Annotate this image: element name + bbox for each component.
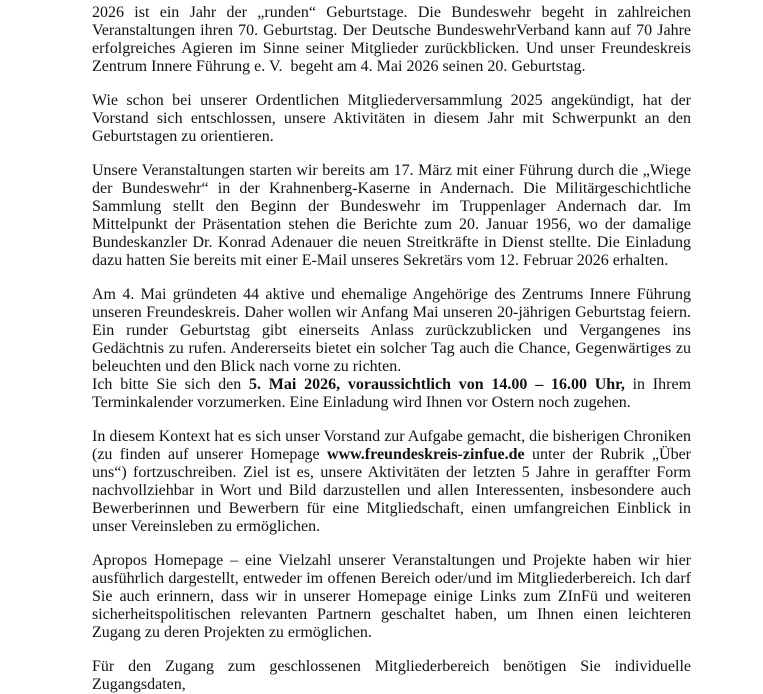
paragraph	[92, 428, 691, 536]
text-run: Am 4. Mai gründeten 44 aktive und ehemalige Angehörige des Zentrums Innere Führung unseren Freundeskreis. Daher wollen wir Anfang Mai unseren 20-jährigen Geburtstag feiern. Ein runder Geburtstag gibt einerseits Anlass zurückzublicken und Vergangenes ins Gedächtnis zu rufen. Andererseits bietet ein solcher Tag auch die Chance, Gegenwärtiges zu beleuchten und den Blick nach vorne zu richten.	[92, 286, 691, 375]
text-run: in Ihrem Terminkalender vorzumerken. Eine Einladung wird Ihnen vor Ostern noch zugehen.	[92, 376, 692, 411]
text-run: Unsere Veranstaltungen starten wir bereits am 17. März mit einer Führung durch die „Wiege der Bundeswehr“ in der Krahnenberg-Kaserne in Andernach. Die Militärgeschichtliche Sammlung stellt den Beginn der Bundeswehr im Truppenlager Andernach dar. Im Mittelpunkt der Präsentation stehen die Berichte zum 20. Januar 1956, wo der damalige Bundeskanzler Dr. Konrad Adenauer die neuen Streitkräfte in Dienst stellte. Die Einladung dazu hatten Sie bereits mit einer E-Mail unseres Sekretärs vom 12. Februar 2026 erhalten.	[92, 162, 691, 269]
text-run: Für den Zugang zum geschlossenen Mitgliederbereich benötigen Sie individuelle Zugangsdaten,	[92, 658, 691, 693]
document-body	[92, 4, 691, 694]
paragraph	[92, 162, 691, 270]
text-run: Ich bitte Sie sich den	[92, 376, 250, 393]
paragraph	[92, 4, 691, 76]
text-run: 2026 ist ein Jahr der „runden“ Geburtstage. Die Bundeswehr begeht in zahlreichen Veranstaltungen ihren 70. Geburtstag. Der Deutsche BundeswehrVerband kann auf 70 Jahre erfolgreiches Agieren im Sinne seiner Mitglieder zurückblicken. Und unser Freundeskreis Zentrum Innere Führung e. V. begeht am 4. Mai 2026 seinen 20. Geburtstag.	[92, 4, 691, 75]
text-run: Wie schon bei unserer Ordentlichen Mitgliederversammlung 2025 angekündigt, hat der Vorstand sich entschlossen, unsere Aktivitäten in diesem Jahr mit Schwerpunkt an den Geburtstagen zu orientieren.	[92, 92, 691, 145]
paragraph	[92, 286, 691, 412]
paragraph	[92, 658, 691, 694]
text-run: unter der Rubrik „Über uns“) fortzuschreiben. Ziel ist es, unsere Aktivitäten der letzten 5 Jahre in geraffter Form nachvollziehbar in Wort und Bild darzustellen und allen Interessenten, insbesondere auch Bewerberinnen und Bewerbern für eine Mitgliedschaft, einen umfangreichen Einblick in unser Vereinsleben zu ermöglichen.	[92, 446, 691, 535]
paragraph	[92, 92, 691, 146]
text-run: Apropos Homepage – eine Vielzahl unserer Veranstaltungen und Projekte haben wir hier ausführlich dargestellt, entweder im offenen Bereich oder/und im Mitgliederbereich. Ich darf Sie auch erinnern, dass wir in unserer Homepage einige Links zum ZInFü und weiteren sicherheitspolitischen relevanten Partnern geschaltet haben, um Ihnen einen leichteren Zugang zu deren Projekten zu ermöglichen.	[92, 552, 691, 641]
text-run: In diesem Kontext hat es sich unser Vorstand zur Aufgabe gemacht, die bisherigen Chroniken (zu finden auf unserer Homepage	[92, 428, 691, 463]
text-run-bold: 5. Mai 2026, voraussichtlich von 14.00 – 16.00 Uhr,	[249, 376, 625, 393]
text-run-bold: www.freundeskreis-zinfue.de	[327, 446, 525, 463]
paragraph	[92, 552, 691, 642]
